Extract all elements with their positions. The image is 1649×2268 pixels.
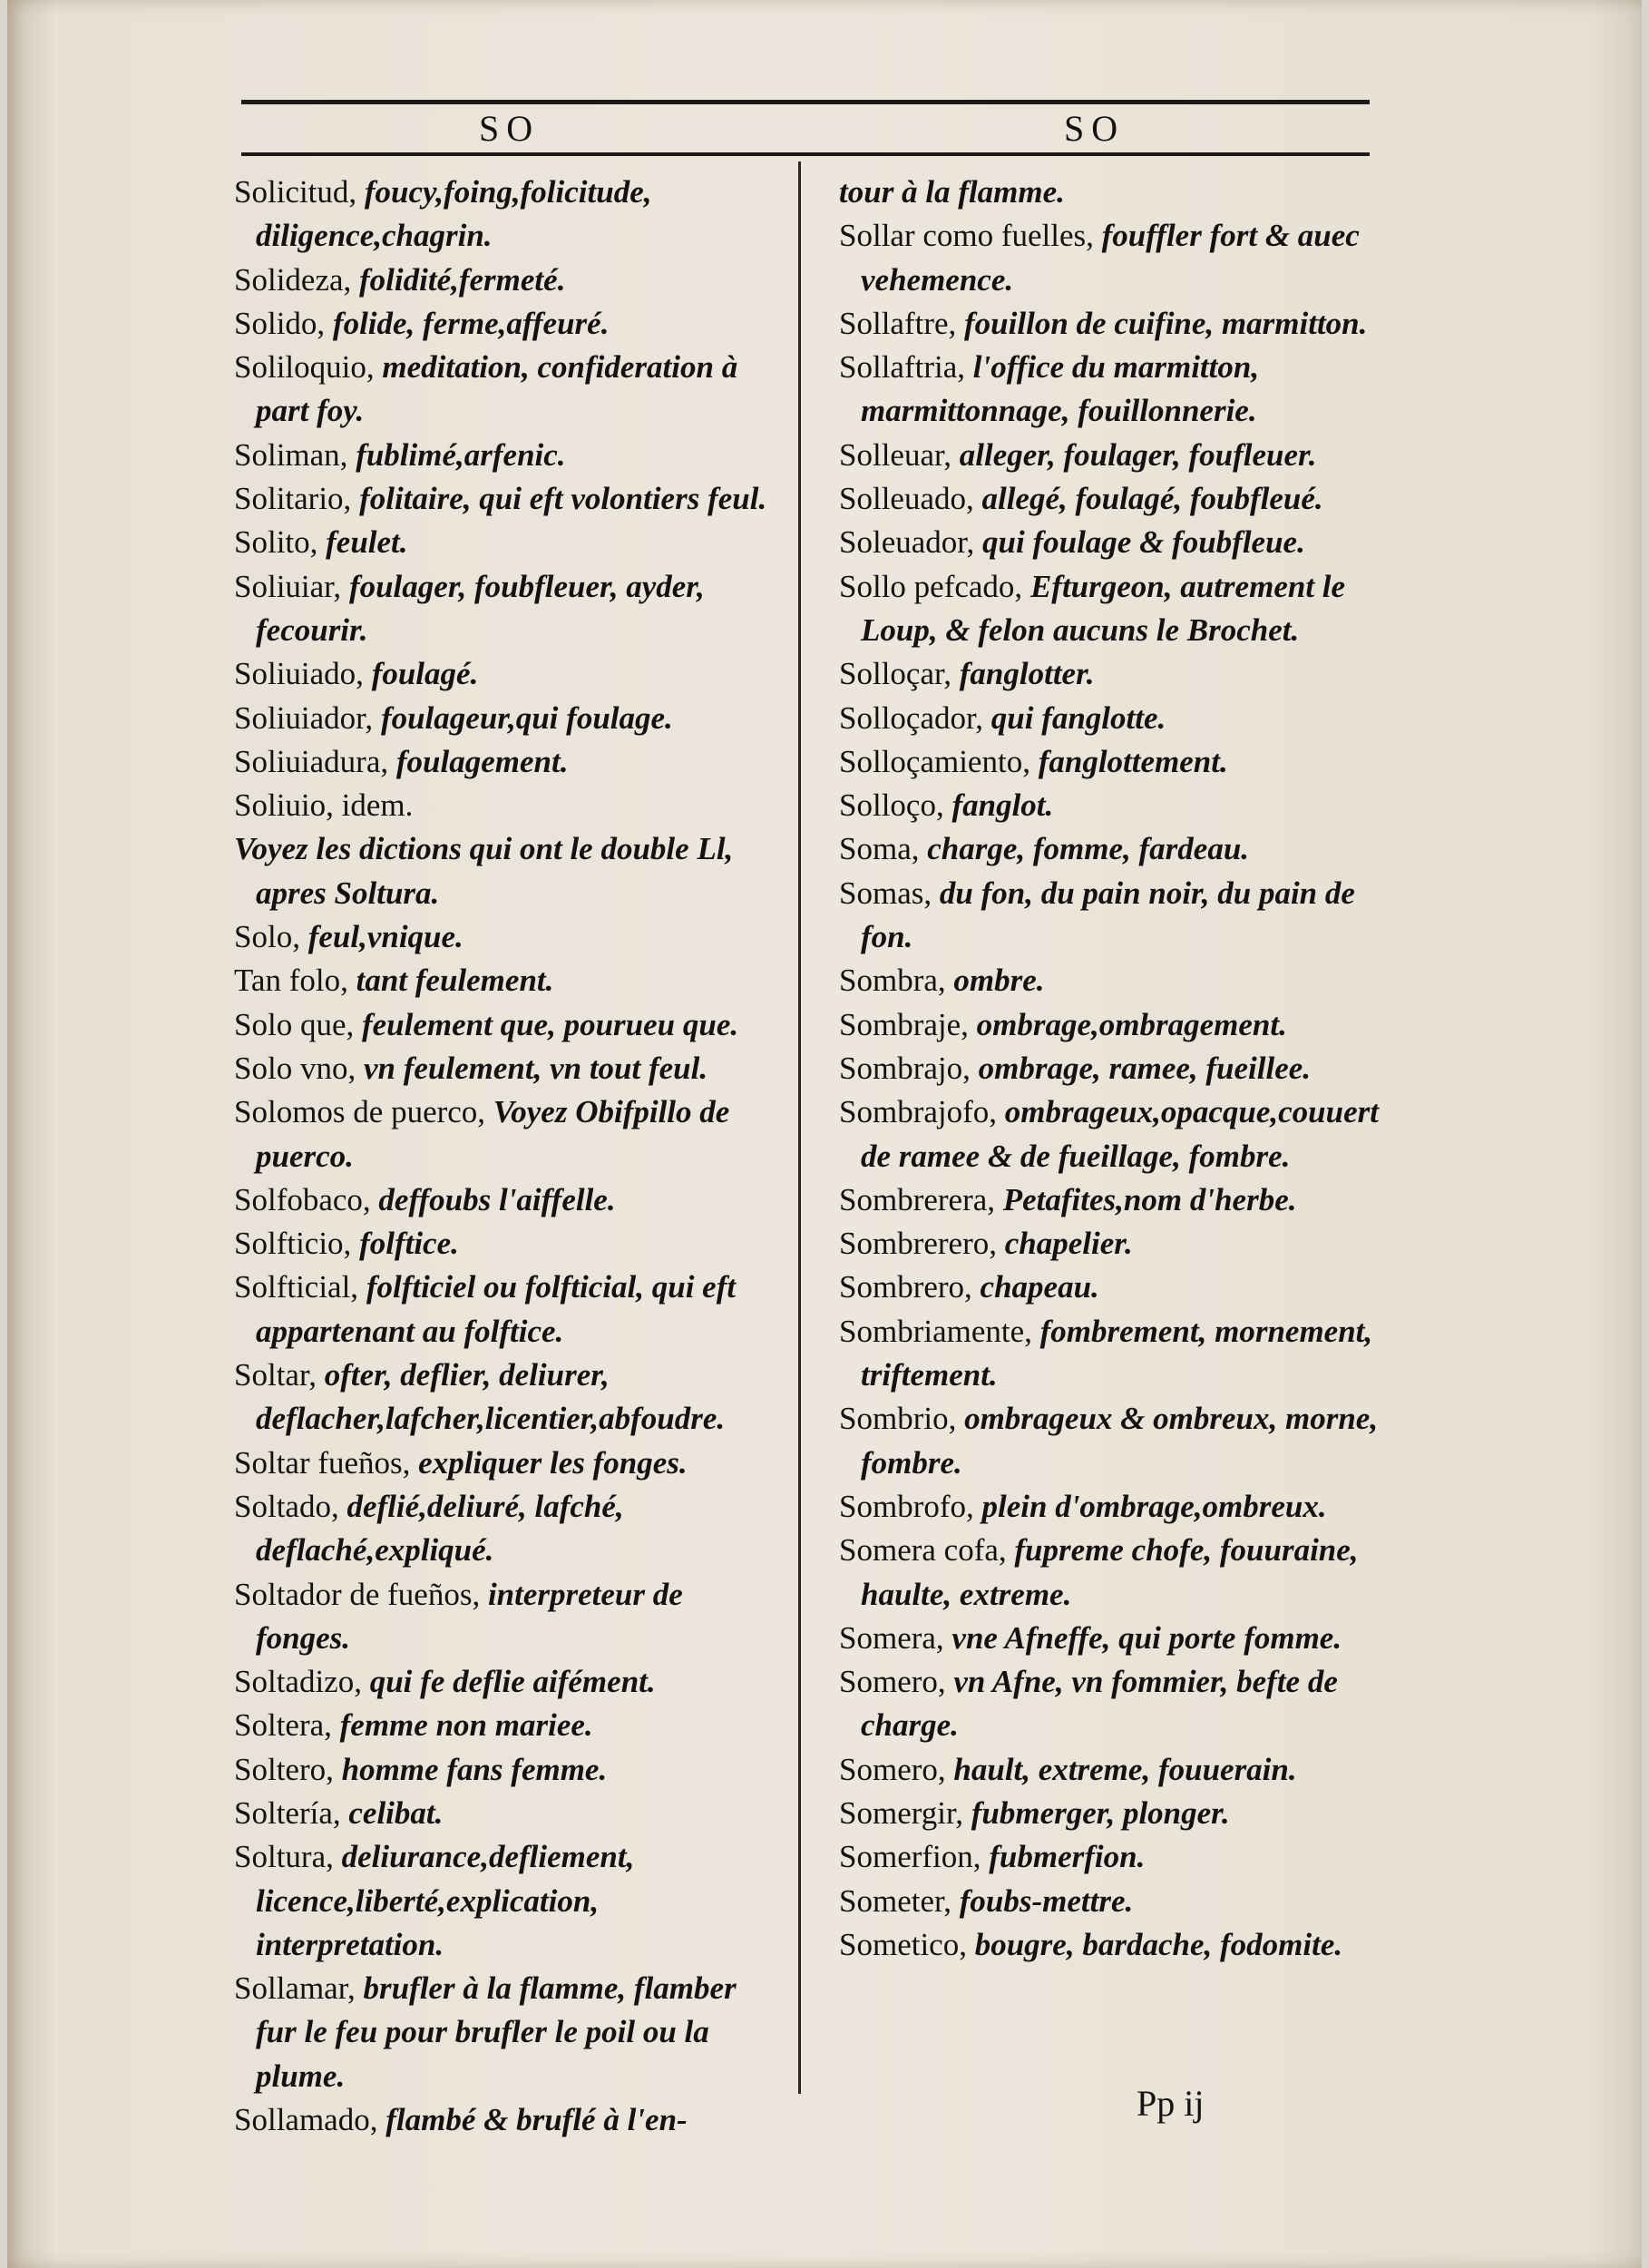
dictionary-entry — [234, 346, 783, 434]
header-right: SO — [1064, 108, 1126, 149]
entry-headword: Solito, — [234, 524, 318, 561]
entry-definition: fupreme chofe, fouuraine, haulte, extreme. — [861, 1532, 1359, 1612]
entry-definition: qui foulage & foubfleue. — [974, 524, 1305, 561]
entry-headword: Sombrajo, — [839, 1050, 971, 1086]
dictionary-entry — [839, 1835, 1388, 1879]
entry-definition: ombrage, ramee, fueillee. — [970, 1050, 1312, 1086]
dictionary-entry — [839, 1266, 1388, 1309]
entry-headword: Sollamado, — [234, 2102, 378, 2138]
entry-headword: Soltera, — [234, 1707, 332, 1744]
entry-headword: Somera cofa, — [839, 1532, 1007, 1569]
entry-definition: homme fans femme. — [333, 1751, 608, 1787]
entry-headword: Soltura, — [234, 1839, 334, 1875]
entry-definition: foulager, foubfleuer, ayder, fecourir. — [256, 568, 705, 648]
entry-definition: chapeau. — [971, 1269, 1099, 1305]
entry-headword: Solideza, — [234, 261, 352, 298]
header-left: SO — [479, 108, 541, 149]
dictionary-entry — [839, 521, 1388, 564]
entry-headword: Soltar, — [234, 1357, 317, 1393]
entry-headword: Solloçar, — [839, 656, 951, 692]
entry-definition: fombrement, mornement, triftement. — [861, 1313, 1373, 1393]
signature-mark: Pp ij — [1137, 2083, 1205, 2124]
dictionary-entry — [839, 1923, 1388, 1967]
dictionary-entry — [234, 1748, 783, 1792]
dictionary-entry — [839, 827, 1388, 871]
dictionary-entry — [234, 784, 783, 827]
entry-definition: Petafites,nom d'herbe. — [995, 1181, 1297, 1217]
entry-headword: Soliuiador, — [234, 699, 374, 736]
dictionary-entry — [839, 434, 1388, 477]
entry-headword: Sollamar, — [234, 1970, 356, 2007]
entry-headword: Solloço, — [839, 787, 944, 824]
entry-headword: Somas, — [839, 875, 932, 911]
entry-headword: Sombraje, — [839, 1006, 969, 1042]
dictionary-page — [7, 0, 1642, 2268]
dictionary-entry — [234, 434, 783, 477]
dictionary-entry — [234, 1003, 783, 1047]
header-rule-bottom — [241, 152, 1370, 156]
entry-definition: vn feulement, vn tout feul. — [356, 1050, 708, 1086]
column-divider — [798, 161, 801, 2094]
dictionary-entry — [234, 1178, 783, 1222]
entry-definition: ombrageux & ombreux, morne, fombre. — [861, 1401, 1379, 1481]
dictionary-entry — [234, 1704, 783, 1747]
entry-headword: Soltador de fueños, — [234, 1576, 481, 1612]
entry-definition: ombrage,ombragement. — [968, 1006, 1287, 1042]
dictionary-entry — [234, 1660, 783, 1704]
entry-headword: Sombrerera, — [839, 1181, 996, 1217]
dictionary-entry — [234, 1047, 783, 1090]
entry-headword: Solicitud, — [234, 174, 357, 210]
dictionary-entry — [839, 1090, 1388, 1178]
entry-definition: alleger, foulager, foufleuer. — [951, 436, 1317, 473]
entry-definition: allegé, foulagé, foubfleué. — [973, 481, 1323, 517]
entry-definition: qui fanglotte. — [983, 699, 1166, 736]
entry-definition: hault, extreme, fouuerain. — [945, 1751, 1297, 1787]
entry-definition: fubmerfion. — [981, 1839, 1146, 1875]
entry-headword: Sombrajofo, — [839, 1094, 998, 1130]
entry-definition: Efturgeon, autrement le Loup, & felon aucuns le Brochet. — [861, 568, 1346, 648]
entry-headword: Sombra, — [839, 963, 946, 999]
entry-headword: Soltar fueños, — [234, 1444, 411, 1481]
entry-definition: foulagé. — [363, 656, 479, 692]
entry-definition: du fon, du pain noir, du pain de fon. — [861, 875, 1355, 955]
dictionary-entry — [234, 1573, 783, 1661]
entry-definition: Voyez Obifpillo de puerco. — [256, 1094, 730, 1174]
entry-definition: expliquer les fonges. — [410, 1444, 688, 1481]
entry-definition: charge, fomme, fardeau. — [919, 831, 1250, 867]
dictionary-entry — [234, 171, 783, 259]
dictionary-entry — [234, 1266, 783, 1354]
entry-definition: folfticiel ou folfticial, qui eft appartenant au folftice. — [256, 1269, 737, 1349]
entry-headword: Solitario, — [234, 481, 352, 517]
entry-headword: Soliuiar, — [234, 568, 342, 604]
entry-headword: Sometico, — [839, 1926, 967, 1962]
entry-definition: folitaire, qui eft volontiers feul. — [351, 481, 767, 517]
entry-definition: folidité,fermeté. — [351, 261, 566, 298]
dictionary-entry — [839, 1397, 1388, 1485]
dictionary-entry — [839, 784, 1388, 827]
entry-headword: Solleuar, — [839, 436, 951, 473]
entry-headword: Somero, — [839, 1751, 946, 1787]
entry-headword: Solo que, — [234, 1006, 355, 1042]
entry-definition: foucy,foing,folicitude, diligence,chagrin. — [256, 174, 652, 254]
dictionary-entry — [234, 1835, 783, 1967]
dictionary-entry — [839, 171, 1388, 214]
entry-definition: folide, ferme,affeuré. — [325, 305, 610, 341]
entry-definition: fouffler fort & auec vehemence. — [861, 218, 1360, 298]
entry-headword: Tan folo, — [234, 963, 348, 999]
entry-definition: femme non mariee. — [331, 1707, 593, 1744]
entry-headword: Solo vno, — [234, 1050, 356, 1086]
entry-headword: Solo, — [234, 919, 300, 955]
entry-headword: Sombrio, — [839, 1401, 957, 1437]
dictionary-entry — [234, 1442, 783, 1485]
entry-definition: fouillon de cuifine, marmitton. — [956, 305, 1368, 341]
entry-headword: Somerfion, — [839, 1839, 981, 1875]
entry-definition: vne Afneffe, qui porte fomme. — [943, 1619, 1342, 1656]
dictionary-entry — [839, 1047, 1388, 1090]
entry-definition: ombrageux,opacque,couuert de ramee & de fueillage, fombre. — [861, 1094, 1379, 1174]
entry-definition: bougre, bardache, fodomite. — [966, 1926, 1343, 1962]
entry-headword: Soliloquio, — [234, 349, 375, 386]
entry-definition: flambé & bruflé à l'en- — [377, 2102, 688, 2138]
dictionary-entry — [839, 346, 1388, 434]
dictionary-entry — [234, 1090, 783, 1178]
entry-definition: Voyez les dictions qui ont le double Ll, apres Soltura. — [234, 831, 734, 911]
entry-definition: foulageur,qui foulage. — [373, 699, 673, 736]
dictionary-entry — [234, 959, 783, 1002]
entry-definition: plein d'ombrage,ombreux. — [973, 1488, 1327, 1524]
dictionary-entry — [839, 1222, 1388, 1266]
dictionary-entry — [234, 1967, 783, 2098]
entry-headword: Someter, — [839, 1882, 951, 1919]
entry-headword: Somergir, — [839, 1794, 963, 1831]
entry-definition: tour à la flamme. — [839, 174, 1065, 210]
dictionary-entry — [839, 1748, 1388, 1792]
entry-headword: Soltero, — [234, 1751, 334, 1787]
dictionary-entry — [839, 1880, 1388, 1923]
dictionary-entry — [839, 565, 1388, 653]
dictionary-entry — [234, 2098, 783, 2142]
dictionary-entry — [234, 259, 783, 302]
entry-headword: Soliuiado, — [234, 656, 364, 692]
entry-definition: fublimé,arfenic. — [347, 436, 566, 473]
entry-definition: tant feulement. — [347, 963, 554, 999]
entry-headword: Solfobaco, — [234, 1181, 371, 1217]
dictionary-entry — [839, 1660, 1388, 1748]
dictionary-entry — [234, 915, 783, 959]
dictionary-entry — [234, 1485, 783, 1573]
dictionary-entry — [234, 1222, 783, 1266]
entry-definition: l'office du marmitton, marmittonnage, fouillonnerie. — [861, 349, 1260, 429]
dictionary-entry — [234, 652, 783, 696]
entry-headword: Sollo pefcado, — [839, 568, 1023, 604]
dictionary-entry — [234, 1792, 783, 1835]
entry-definition: ofter, deflier, deliurer, deflacher,lafcher,licentier,abfoudre. — [256, 1357, 726, 1437]
dictionary-entry — [839, 959, 1388, 1002]
entry-headword: Soliman, — [234, 436, 348, 473]
entry-definition: interpreteur de fonges. — [256, 1576, 683, 1656]
dictionary-entry — [234, 740, 783, 784]
entry-headword: Soma, — [839, 831, 920, 867]
entry-definition: feulement que, pourueu que. — [354, 1006, 739, 1042]
entry-definition: feulet. — [317, 524, 408, 561]
entry-headword: Somero, — [839, 1664, 946, 1700]
dictionary-entry — [234, 302, 783, 346]
dictionary-entry — [234, 697, 783, 740]
dictionary-entry — [839, 1178, 1388, 1222]
dictionary-entry — [839, 1792, 1388, 1835]
dictionary-entry — [234, 521, 783, 564]
entry-definition: foubs-mettre. — [951, 1882, 1134, 1919]
entry-headword: Sombrero, — [839, 1269, 972, 1305]
entry-headword: Solfticial, — [234, 1269, 359, 1305]
entry-headword: Solloçador, — [839, 699, 983, 736]
dictionary-entry — [839, 1617, 1388, 1660]
entry-definition: vn Afne, vn fommier, befte de charge. — [861, 1664, 1338, 1744]
entry-definition: fanglottement. — [1029, 743, 1228, 779]
entry-definition: celibat. — [340, 1794, 444, 1831]
entry-headword: Solomos de puerco, — [234, 1094, 486, 1130]
entry-headword: Sollar como fuelles, — [839, 218, 1094, 254]
dictionary-entry — [839, 872, 1388, 960]
dictionary-entry — [234, 477, 783, 521]
dictionary-entry — [234, 565, 783, 653]
entry-definition: meditation, confideration à part foy. — [256, 349, 738, 429]
entry-headword: Sombrerero, — [839, 1226, 997, 1262]
right-column — [839, 171, 1388, 1967]
entry-headword: Soltado, — [234, 1488, 339, 1524]
dictionary-entry — [839, 302, 1388, 346]
entry-definition: deffoubs l'aiffelle. — [370, 1181, 616, 1217]
entry-definition: ombre. — [945, 963, 1045, 999]
entry-headword: Sombriamente, — [839, 1313, 1032, 1349]
entry-headword: Soltadizo, — [234, 1664, 362, 1700]
entry-definition: feul,vnique. — [299, 919, 463, 955]
entry-headword: Solloçamiento, — [839, 743, 1030, 779]
entry-definition: foulagement. — [388, 743, 569, 779]
entry-headword: Somera, — [839, 1619, 944, 1656]
entry-definition: fanglot. — [943, 787, 1054, 824]
dictionary-entry — [839, 697, 1388, 740]
left-column — [234, 171, 783, 2142]
entry-definition: qui fe deflie aifément. — [361, 1664, 656, 1700]
dictionary-entry — [839, 1529, 1388, 1617]
dictionary-entry — [234, 827, 783, 915]
entry-headword: Solfticio, — [234, 1226, 352, 1262]
dictionary-entry — [839, 1003, 1388, 1047]
entry-headword: Sollaftre, — [839, 305, 957, 341]
header-rule-top — [241, 100, 1370, 104]
entry-definition: fubmerger, plonger. — [962, 1794, 1230, 1831]
dictionary-entry — [839, 740, 1388, 784]
entry-definition: chapelier. — [996, 1226, 1133, 1262]
entry-headword: Soliuio, idem. — [234, 787, 414, 824]
entry-headword: Soliuiadura, — [234, 743, 389, 779]
entry-headword: Sollaftria, — [839, 349, 965, 386]
entry-definition: brufler à la flamme, flamber fur le feu pour brufler le poil ou la plume. — [256, 1970, 737, 2094]
entry-definition: deflié,deliuré, lafché, deflaché,expliqué. — [256, 1488, 624, 1569]
dictionary-entry — [839, 214, 1388, 302]
entry-headword: Soltería, — [234, 1794, 341, 1831]
entry-definition: fanglotter. — [951, 656, 1095, 692]
dictionary-entry — [234, 1354, 783, 1442]
dictionary-entry — [839, 477, 1388, 521]
dictionary-entry — [839, 1485, 1388, 1529]
entry-headword: Solleuado, — [839, 481, 974, 517]
dictionary-entry — [839, 1310, 1388, 1398]
entry-definition: deliurance,defliement, licence,liberté,explication, interpretation. — [256, 1839, 635, 1962]
entry-headword: Solido, — [234, 305, 326, 341]
entry-definition: folftice. — [351, 1226, 459, 1262]
entry-headword: Soleuador, — [839, 524, 975, 561]
dictionary-entry — [839, 652, 1388, 696]
entry-headword: Sombrofo, — [839, 1488, 974, 1524]
